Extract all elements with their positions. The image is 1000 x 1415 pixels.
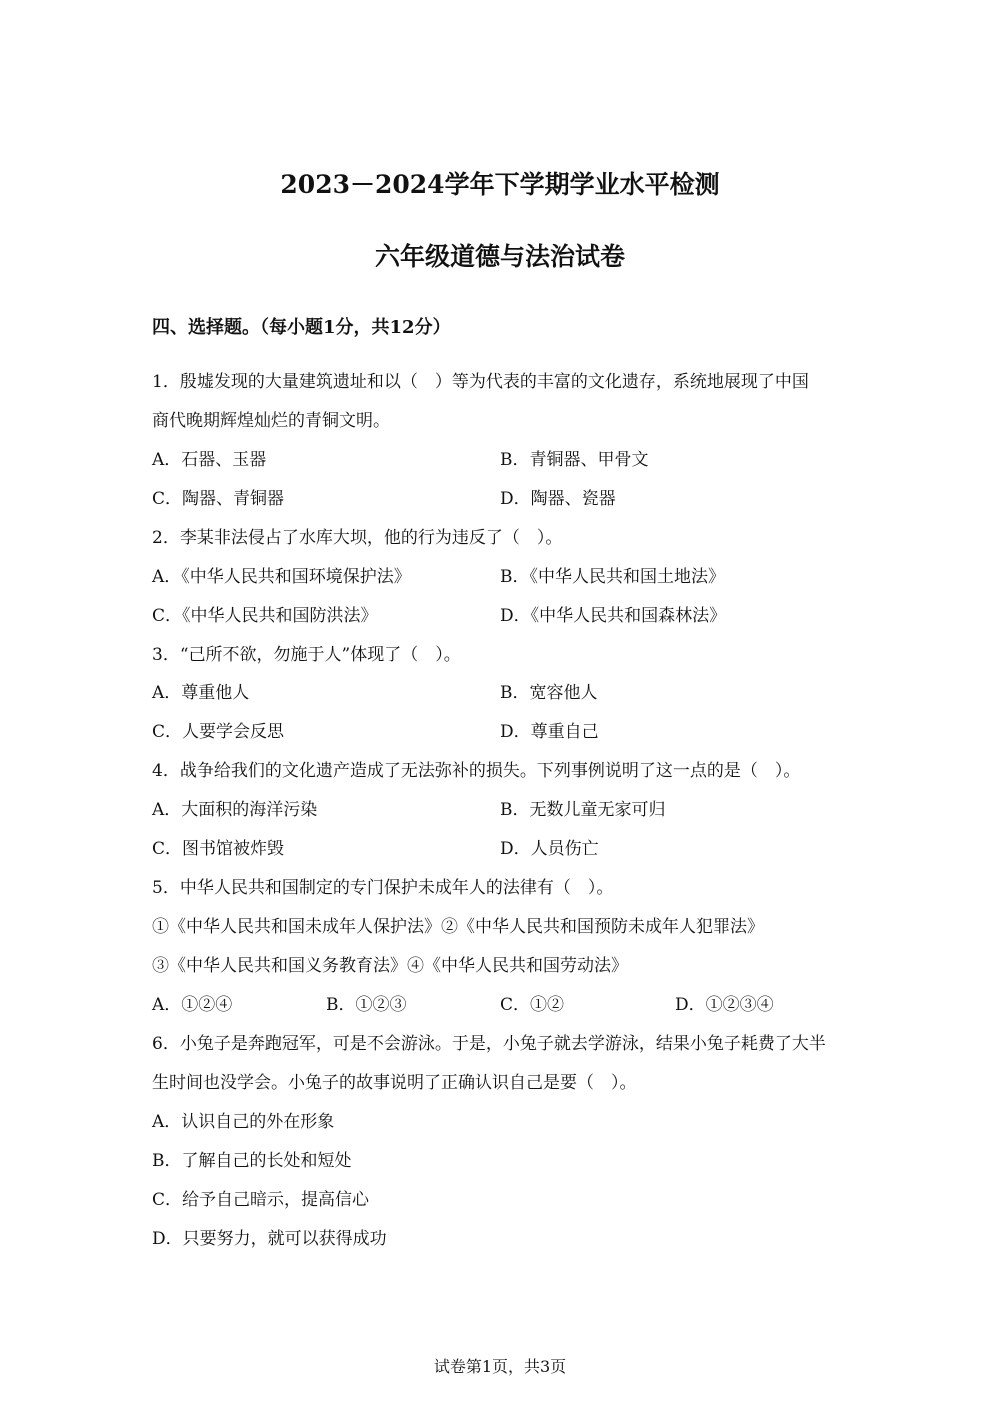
question-1-stem-line-1: 1．殷墟发现的大量建筑遗址和以（ ）等为代表的丰富的文化遗存，系统地展现了中国 (152, 372, 809, 392)
section-heading: 四、选择题。（每小题1分，共12分） (152, 317, 451, 338)
question-3-option-c: C．人要学会反思 (152, 722, 285, 742)
exam-title: 2023－2024学年下学期学业水平检测 (280, 170, 720, 199)
question-1-option-b: B．青铜器、甲骨文 (500, 450, 649, 470)
question-6-option-d: D．只要努力，就可以获得成功 (152, 1229, 387, 1249)
question-6-option-b: B．了解自己的长处和短处 (152, 1151, 352, 1171)
question-4-stem-line-1: 4．战争给我们的文化遗产造成了无法弥补的损失。下列事例说明了这一点的是（ ）。 (152, 761, 801, 781)
question-3-stem-line-1: 3．“己所不欲，勿施于人”体现了（ ）。 (152, 645, 461, 665)
question-6-option-a: A．认识自己的外在形象 (152, 1112, 335, 1132)
page-footer: 试卷第1页，共3页 (433, 1357, 567, 1376)
question-2-stem-line-1: 2．李某非法侵占了水库大坝，他的行为违反了（ ）。 (152, 528, 563, 548)
question-3-option-b: B．宽容他人 (500, 683, 598, 703)
question-2-option-a: A．《中华人民共和国环境保护法》 (152, 567, 411, 587)
question-1-option-d: D．陶器、瓷器 (500, 489, 616, 509)
question-5-option-c: C．①② (500, 995, 565, 1015)
question-2-option-c: C．《中华人民共和国防洪法》 (152, 606, 378, 626)
question-1-option-a: A．石器、玉器 (152, 450, 267, 470)
question-6-stem-line-2: 生时间也没学会。小兔子的故事说明了正确认识自己是要（ ）。 (152, 1073, 637, 1093)
question-5-option-b: B．①②③ (326, 995, 407, 1015)
question-5-option-d: D．①②③④ (675, 995, 774, 1015)
question-4-option-a: A．大面积的海洋污染 (152, 800, 318, 820)
question-6-stem-line-1: 6．小兔子是奔跑冠军，可是不会游泳。于是，小兔子就去学游泳，结果小兔子耗费了大半 (152, 1034, 826, 1054)
question-5-stem-line-1: 5．中华人民共和国制定的专门保护未成年人的法律有（ ）。 (152, 878, 614, 898)
question-1-stem-line-2: 商代晚期辉煌灿烂的青铜文明。 (152, 411, 390, 431)
exam-subtitle: 六年级道德与法治试卷 (374, 242, 625, 271)
question-5-stem-line-2: ①《中华人民共和国未成年人保护法》②《中华人民共和国预防未成年人犯罪法》 (152, 917, 764, 937)
question-4-option-b: B．无数儿童无家可归 (500, 800, 666, 820)
question-5-stem-line-3: ③《中华人民共和国义务教育法》④《中华人民共和国劳动法》 (152, 956, 628, 976)
question-4-option-d: D．人员伤亡 (500, 839, 599, 859)
question-3-option-d: D．尊重自己 (500, 722, 599, 742)
question-5-option-a: A．①②④ (152, 995, 233, 1015)
question-2-option-b: B．《中华人民共和国土地法》 (500, 567, 725, 587)
question-2-option-d: D．《中华人民共和国森林法》 (500, 606, 727, 626)
question-4-option-c: C．图书馆被炸毁 (152, 839, 285, 859)
question-3-option-a: A．尊重他人 (152, 683, 250, 703)
question-6-option-c: C．给予自己暗示，提高信心 (152, 1190, 370, 1210)
question-1-option-c: C．陶器、青铜器 (152, 489, 285, 509)
